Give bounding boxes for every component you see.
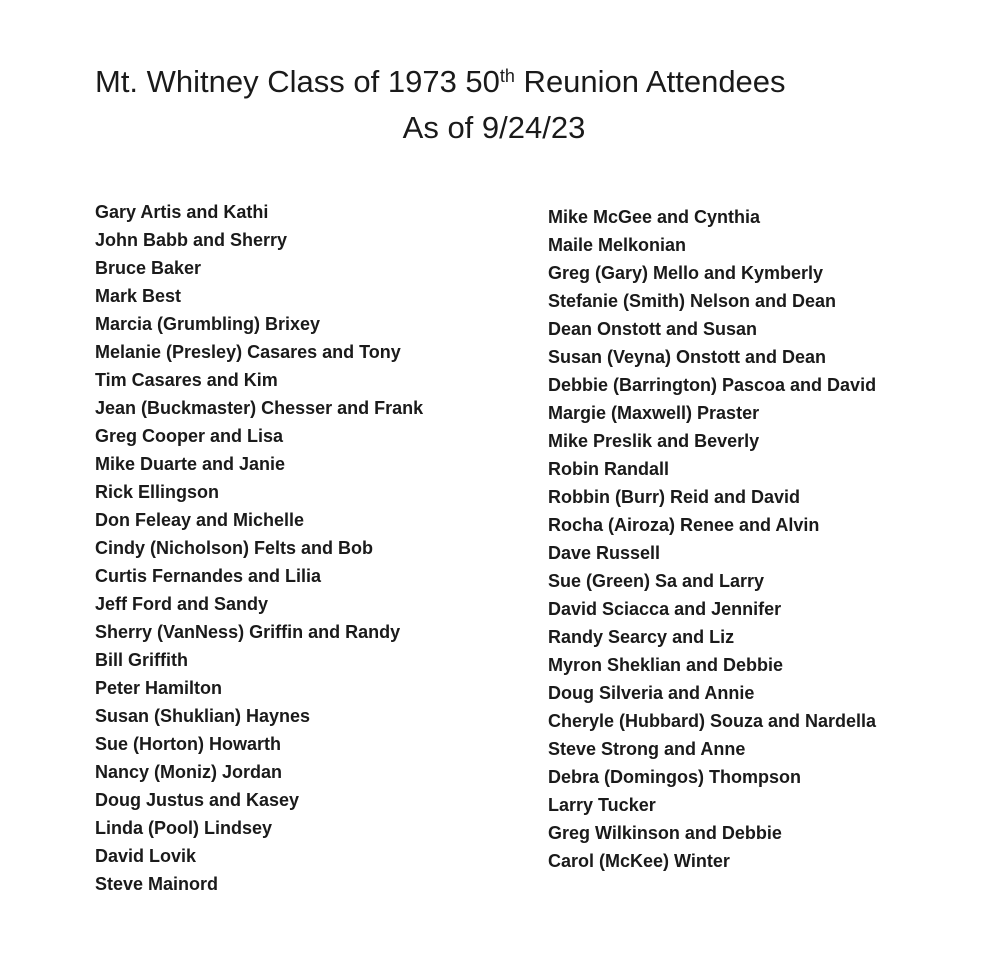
attendee-name: Rick Ellingson	[95, 482, 220, 502]
attendee-name: Linda (Pool) Lindsey	[95, 818, 273, 838]
attendee-name: Bruce Baker	[95, 258, 202, 278]
attendee-name: Sherry (VanNess) Griffin and Randy	[95, 622, 401, 642]
attendee-name: Bill Griffith	[95, 650, 188, 670]
attendee-name: Debbie (Barrington) Pascoa and David	[548, 375, 877, 395]
attendee-name: Doug Justus and Kasey	[95, 790, 300, 810]
attendee-name: Stefanie (Smith) Nelson and Dean	[548, 291, 837, 311]
attendee-name: Larry Tucker	[548, 795, 656, 815]
attendee-name: Melanie (Presley) Casares and Tony	[95, 342, 401, 362]
attendee-list-left	[95, 198, 423, 898]
attendee-name: Jean (Buckmaster) Chesser and Frank	[95, 398, 424, 418]
attendee-name: Gary Artis and Kathi	[95, 202, 269, 222]
attendee-name: Nancy (Moniz) Jordan	[95, 762, 283, 782]
attendee-name: John Babb and Sherry	[95, 230, 288, 250]
title-rest: Reunion Attendees	[514, 64, 786, 99]
attendee-name: Greg Wilkinson and Debbie	[548, 823, 782, 843]
page-title	[95, 62, 786, 102]
attendee-name: Margie (Maxwell) Praster	[548, 403, 760, 423]
attendee-name: Peter Hamilton	[95, 678, 223, 698]
attendee-name: Curtis Fernandes and Lilia	[95, 566, 322, 586]
attendee-name: Greg (Gary) Mello and Kymberly	[548, 263, 824, 283]
attendee-name: Debra (Domingos) Thompson	[548, 767, 801, 787]
attendee-name: Maile Melkonian	[548, 235, 687, 255]
attendee-name: Rocha (Airoza) Renee and Alvin	[548, 515, 820, 535]
attendee-name: Mike Preslik and Beverly	[548, 431, 760, 451]
attendee-name: Carol (McKee) Winter	[548, 851, 730, 871]
attendee-name: Sue (Green) Sa and Larry	[548, 571, 765, 591]
attendee-name: Cheryle (Hubbard) Souza and Nardella	[548, 711, 877, 731]
attendee-name: Mike Duarte and Janie	[95, 454, 286, 474]
attendee-name: Myron Sheklian and Debbie	[548, 655, 784, 675]
attendee-name: David Lovik	[95, 846, 197, 866]
title-main: Mt. Whitney Class of 1973 50	[95, 64, 500, 99]
attendee-name: Sue (Horton) Howarth	[95, 734, 281, 754]
attendee-name: Doug Silveria and Annie	[548, 683, 755, 703]
attendee-name: Don Feleay and Michelle	[95, 510, 305, 530]
attendee-name: Steve Strong and Anne	[548, 739, 746, 759]
attendee-name: Jeff Ford and Sandy	[95, 594, 269, 614]
attendee-name: Susan (Shuklian) Haynes	[95, 706, 311, 726]
attendee-name: Mike McGee and Cynthia	[548, 207, 761, 227]
title-ordinal-suffix: th	[499, 66, 515, 86]
attendee-name: Dean Onstott and Susan	[548, 319, 758, 339]
attendee-name: Robin Randall	[548, 459, 669, 479]
attendee-name: Steve Mainord	[95, 874, 219, 894]
attendee-name: Cindy (Nicholson) Felts and Bob	[95, 538, 373, 558]
attendee-name: Dave Russell	[548, 543, 661, 563]
attendee-name: Tim Casares and Kim	[95, 370, 278, 390]
attendee-list-right	[548, 203, 876, 875]
attendee-name: Greg Cooper and Lisa	[95, 426, 284, 446]
attendee-name: Mark Best	[95, 286, 182, 306]
attendee-name: Marcia (Grumbling) Brixey	[95, 314, 321, 334]
attendee-name: Robbin (Burr) Reid and David	[548, 487, 800, 507]
attendee-name: Randy Searcy and Liz	[548, 627, 735, 647]
page-subtitle: As of 9/24/23	[402, 110, 586, 145]
attendee-name: David Sciacca and Jennifer	[548, 599, 782, 619]
attendee-name: Susan (Veyna) Onstott and Dean	[548, 347, 827, 367]
